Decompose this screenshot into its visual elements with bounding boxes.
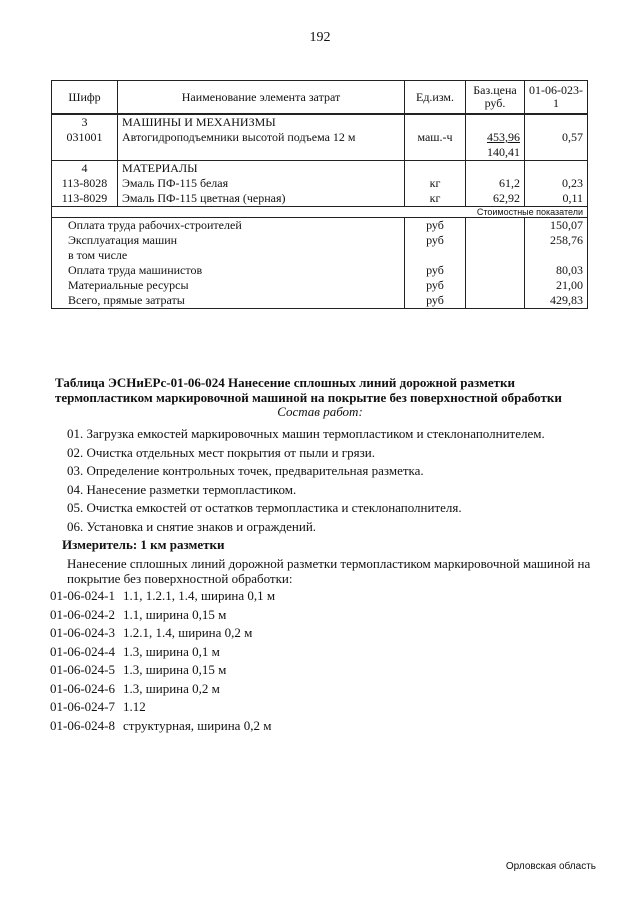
- header-unit: Ед.изм.: [405, 81, 466, 115]
- row-price: 61,2: [466, 176, 525, 191]
- summary-value: 258,76: [525, 233, 588, 248]
- codes-list: [50, 587, 275, 735]
- header-base-price: Баз.цена руб.: [466, 81, 525, 115]
- code-text: 1.3, ширина 0,1 м: [123, 643, 220, 659]
- list-item: [50, 661, 275, 680]
- summary-row: [52, 233, 588, 248]
- summary-label: Эксплуатация машин: [52, 233, 405, 248]
- code-text: 1.2.1, 1.4, ширина 0,2 м: [123, 625, 253, 640]
- code-text: 1.1, ширина 0,15 м: [123, 606, 227, 622]
- summary-value: 21,00: [525, 278, 588, 293]
- list-item: 04. Нанесение разметки термопластиком.: [67, 481, 297, 497]
- list-item: [50, 587, 275, 606]
- section-title: МАТЕРИАЛЫ: [118, 161, 405, 177]
- cost-table: [51, 80, 588, 309]
- summary-value: 429,83: [525, 293, 588, 309]
- summary-value: 150,07: [525, 218, 588, 234]
- summary-row: [52, 218, 588, 234]
- summary-unit: руб: [405, 293, 466, 309]
- works-list: [67, 425, 545, 536]
- code: 01-06-024-6: [50, 680, 115, 696]
- list-item: 01. Загрузка емкостей маркировочных машин термопластиком и стеклонаполнителем.: [67, 426, 545, 441]
- header-name: Наименование элемента затрат: [118, 81, 405, 115]
- row-value: 0,57: [525, 130, 588, 145]
- table-header-row: [52, 81, 588, 115]
- code: 01-06-024-5: [50, 662, 115, 677]
- row-price: 62,92: [466, 191, 525, 207]
- table-row: [52, 176, 588, 191]
- list-item: [50, 606, 275, 625]
- summary-row-total: [52, 293, 588, 309]
- summary-label: Оплата труда рабочих-строителей: [52, 218, 405, 234]
- code-text: структурная, ширина 0,2 м: [123, 717, 272, 733]
- row-value: 0,11: [525, 191, 588, 207]
- summary-unit: руб: [405, 263, 466, 278]
- list-item: 06. Установка и снятие знаков и ограждений.: [67, 518, 317, 534]
- list-item: [50, 624, 275, 643]
- code-text: 1.3, ширина 0,15 м: [123, 662, 227, 677]
- row-code: 031001: [52, 130, 118, 145]
- works-title: Состав работ:: [277, 404, 363, 419]
- table-row: [52, 130, 588, 145]
- row-name: Эмаль ПФ-115 цветная (черная): [118, 191, 405, 207]
- description-line: покрытие без поверхностной обработки:: [67, 571, 293, 586]
- table-row: [52, 191, 588, 207]
- summary-label: Всего, прямые затраты: [52, 293, 405, 309]
- table-row: [52, 145, 588, 161]
- section-number: 3: [52, 114, 118, 130]
- summary-unit: руб: [405, 278, 466, 293]
- measure-unit: Измеритель: 1 км разметки: [62, 537, 225, 552]
- list-item: [50, 698, 275, 717]
- row-unit: кг: [405, 191, 466, 207]
- code: 01-06-024-7: [50, 699, 115, 714]
- code-text: 1.12: [123, 699, 146, 714]
- row-price-secondary: 140,41: [466, 145, 525, 161]
- cost-note-row: [52, 207, 588, 218]
- header-rate-code: 01-06-023-1: [525, 81, 588, 115]
- summary-row: [52, 278, 588, 293]
- list-item: 05. Очистка емкостей от остатков термопластика и стеклонаполнителя.: [67, 500, 462, 515]
- section-title: МАШИНЫ И МЕХАНИЗМЫ: [118, 114, 405, 130]
- code-text: 1.3, ширина 0,2 м: [123, 680, 220, 696]
- table-title: [55, 375, 595, 405]
- row-name: Эмаль ПФ-115 белая: [118, 176, 405, 191]
- summary-unit: руб: [405, 218, 466, 234]
- cost-note: Стоимостные показатели: [52, 207, 588, 218]
- summary-row: [52, 248, 588, 263]
- row-value: 0,23: [525, 176, 588, 191]
- header-code: Шифр: [52, 81, 118, 115]
- summary-label: в том числе: [52, 248, 405, 263]
- footer-region: Орловская область: [505, 861, 596, 872]
- row-unit: маш.-ч: [405, 130, 466, 145]
- row-name: Автогидроподъемники высотой подъема 12 м: [118, 130, 405, 145]
- section-materials-row: [52, 161, 588, 177]
- code: 01-06-024-4: [50, 643, 115, 659]
- table-title-line: Таблица ЭСНиЕРс-01-06-024 Нанесение сплошных линий дорожной разметки: [55, 375, 516, 390]
- description-line: Нанесение сплошных линий дорожной разметки термопластиком маркировочной машиной на: [67, 556, 591, 571]
- code: 01-06-024-8: [50, 717, 115, 733]
- page-number: 192: [309, 30, 331, 45]
- section-number: 4: [52, 161, 118, 177]
- code: 01-06-024-3: [50, 625, 115, 640]
- list-item: 03. Определение контрольных точек, предварительная разметка.: [67, 463, 424, 478]
- summary-label: Оплата труда машинистов: [52, 263, 405, 278]
- table-title-line: термопластиком маркировочной машиной на покрытие без поверхностной обработки: [55, 390, 562, 405]
- list-item: [50, 680, 275, 699]
- summary-row: [52, 263, 588, 278]
- code: 01-06-024-2: [50, 606, 115, 622]
- section-machines-row: [52, 114, 588, 130]
- summary-unit: руб: [405, 233, 466, 248]
- row-code: 113-8029: [52, 191, 118, 207]
- row-code: 113-8028: [52, 176, 118, 191]
- list-item: [50, 643, 275, 662]
- code: 01-06-024-1: [50, 588, 115, 603]
- list-item: 02. Очистка отдельных мест покрытия от пыли и грязи.: [67, 444, 375, 460]
- code-text: 1.1, 1.2.1, 1.4, ширина 0,1 м: [123, 588, 276, 603]
- row-price: 453,96: [466, 130, 525, 145]
- row-unit: кг: [405, 176, 466, 191]
- list-item: [50, 717, 275, 736]
- summary-value: 80,03: [525, 263, 588, 278]
- summary-label: Материальные ресурсы: [52, 278, 405, 293]
- description: [67, 556, 597, 586]
